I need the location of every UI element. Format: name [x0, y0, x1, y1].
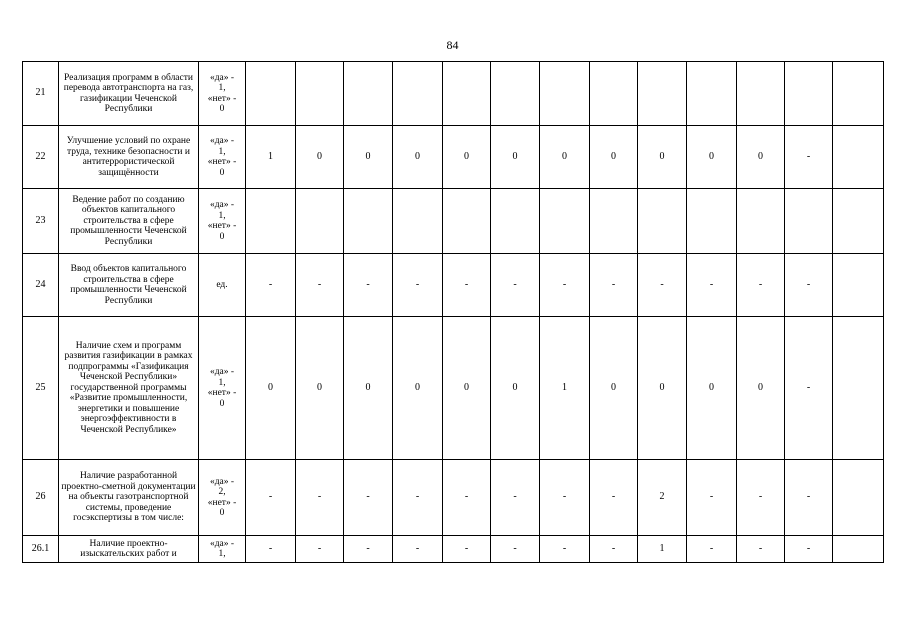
- value-cell: [638, 62, 687, 126]
- value-cell: [737, 62, 785, 126]
- value-cell: [833, 126, 884, 189]
- unit-cell: [199, 189, 246, 254]
- row-number: 24: [23, 254, 59, 317]
- row-number: 23: [23, 189, 59, 254]
- value-cell: -: [785, 126, 833, 189]
- value-cell: -: [590, 536, 638, 563]
- value-cell: [393, 62, 443, 126]
- unit-line: 0: [219, 167, 225, 178]
- row-number: 21: [23, 62, 59, 126]
- unit-cell: [199, 536, 246, 563]
- value-cell: -: [491, 254, 540, 317]
- value-cell: 0: [737, 126, 785, 189]
- value-cell: 0: [638, 317, 687, 460]
- unit-line: «нет» -: [207, 221, 237, 231]
- value-cell: -: [687, 536, 737, 563]
- value-cell: -: [296, 254, 344, 317]
- value-cell: -: [393, 460, 443, 536]
- table-row: [23, 460, 884, 536]
- value-cell: [443, 189, 491, 254]
- value-cell: [344, 189, 393, 254]
- value-cell: [833, 536, 884, 563]
- value-cell: [540, 189, 590, 254]
- value-cell: 0: [393, 317, 443, 460]
- value-cell: 0: [491, 126, 540, 189]
- value-cell: -: [540, 254, 590, 317]
- value-cell: [785, 62, 833, 126]
- value-cell: -: [296, 460, 344, 536]
- value-cell: [296, 189, 344, 254]
- row-number: 26: [23, 460, 59, 536]
- value-cell: [443, 62, 491, 126]
- table-row: [23, 536, 884, 563]
- value-cell: 0: [443, 317, 491, 460]
- indicator-table: [22, 61, 884, 563]
- unit-cell: [199, 62, 246, 126]
- table-row: [23, 189, 884, 254]
- unit-line: «да» -: [209, 538, 235, 549]
- unit-cell: [199, 126, 246, 189]
- value-cell: -: [590, 254, 638, 317]
- value-cell: [833, 254, 884, 317]
- value-cell: 0: [687, 317, 737, 460]
- value-cell: 0: [296, 126, 344, 189]
- unit-cell: [199, 317, 246, 460]
- value-cell: -: [344, 460, 393, 536]
- indicator-name: Ввод объектов капитального строительства в сфере промышленности Чеченской Республики: [59, 254, 199, 317]
- unit-line: «да» -: [209, 136, 235, 146]
- unit-line: 1,: [218, 83, 226, 93]
- unit-line: 0: [219, 231, 225, 242]
- unit-cell: [199, 460, 246, 536]
- value-cell: [246, 62, 296, 126]
- value-cell: 0: [540, 126, 590, 189]
- unit-line: ед.: [216, 279, 228, 290]
- value-cell: 2: [638, 460, 687, 536]
- table-row: [23, 126, 884, 189]
- unit-line: «да» -: [209, 200, 235, 210]
- unit-line: 0: [219, 508, 225, 518]
- value-cell: 0: [491, 317, 540, 460]
- unit-line: 1,: [218, 377, 226, 388]
- value-cell: -: [443, 460, 491, 536]
- indicator-name: Наличие разработанной проектно-сметной документации на объекты газотранспортной системы, проведение госэкспертизы в том числе:: [59, 460, 199, 536]
- indicator-name: Реализация программ в области перевода автотранспорта на газ, газификации Чеченской Республики: [59, 62, 199, 126]
- value-cell: [785, 189, 833, 254]
- value-cell: -: [246, 460, 296, 536]
- value-cell: 0: [344, 317, 393, 460]
- unit-line: 1,: [218, 549, 226, 559]
- value-cell: -: [344, 254, 393, 317]
- unit-line: «да» -: [209, 367, 235, 377]
- unit-line: «нет» -: [207, 497, 237, 508]
- value-cell: -: [443, 536, 491, 563]
- unit-line: «нет» -: [207, 388, 237, 398]
- value-cell: -: [737, 254, 785, 317]
- value-cell: [296, 62, 344, 126]
- row-number: 22: [23, 126, 59, 189]
- value-cell: -: [491, 536, 540, 563]
- unit-line: 1,: [218, 146, 226, 157]
- table-row: [23, 254, 884, 317]
- value-cell: [590, 189, 638, 254]
- value-cell: [833, 62, 884, 126]
- value-cell: -: [443, 254, 491, 317]
- unit-line: 0: [219, 398, 225, 409]
- row-number: 26.1: [23, 536, 59, 563]
- value-cell: [491, 189, 540, 254]
- unit-line: 1,: [218, 210, 226, 221]
- value-cell: [491, 62, 540, 126]
- page-number: 84: [446, 38, 459, 52]
- value-cell: [638, 189, 687, 254]
- indicator-name: Улучшение условий по охране труда, технике безопасности и антитеррористической защищённости: [59, 126, 199, 189]
- value-cell: -: [785, 254, 833, 317]
- value-cell: -: [491, 460, 540, 536]
- value-cell: -: [246, 536, 296, 563]
- value-cell: -: [540, 460, 590, 536]
- value-cell: -: [296, 536, 344, 563]
- value-cell: 0: [393, 126, 443, 189]
- value-cell: 0: [687, 126, 737, 189]
- value-cell: -: [737, 460, 785, 536]
- value-cell: -: [785, 317, 833, 460]
- value-cell: [687, 62, 737, 126]
- unit-line: 2,: [218, 487, 226, 497]
- indicator-name: Ведение работ по созданию объектов капитального строительства в сфере промышленности Чеченской Республики: [59, 189, 199, 254]
- value-cell: -: [785, 460, 833, 536]
- value-cell: -: [344, 536, 393, 563]
- value-cell: 0: [590, 317, 638, 460]
- table-row: [23, 317, 884, 460]
- value-cell: [393, 189, 443, 254]
- unit-cell: [199, 254, 246, 317]
- value-cell: 0: [344, 126, 393, 189]
- value-cell: 1: [540, 317, 590, 460]
- unit-line: «нет» -: [207, 157, 237, 167]
- unit-line: 0: [219, 104, 225, 114]
- value-cell: 1: [246, 126, 296, 189]
- value-cell: [833, 317, 884, 460]
- value-cell: -: [687, 254, 737, 317]
- value-cell: -: [687, 460, 737, 536]
- value-cell: -: [393, 254, 443, 317]
- value-cell: -: [737, 536, 785, 563]
- unit-line: «да» -: [209, 72, 235, 83]
- value-cell: [590, 62, 638, 126]
- value-cell: 1: [638, 536, 687, 563]
- value-cell: 0: [590, 126, 638, 189]
- value-cell: -: [785, 536, 833, 563]
- table-row: [23, 62, 884, 126]
- indicator-name: Наличие схем и программ развития газификации в рамках подпрограммы «Газификация Чеченской Республики» государственной программы «Развитие промышленности, энергетики и повышение энергоэффективности в Чеченской Республике»: [59, 317, 199, 460]
- value-cell: [344, 62, 393, 126]
- value-cell: [540, 62, 590, 126]
- value-cell: -: [246, 254, 296, 317]
- value-cell: -: [540, 536, 590, 563]
- value-cell: [833, 189, 884, 254]
- value-cell: -: [590, 460, 638, 536]
- value-cell: [246, 189, 296, 254]
- value-cell: -: [638, 254, 687, 317]
- value-cell: 0: [246, 317, 296, 460]
- indicator-name: Наличие проектно-изыскательских работ и: [59, 536, 199, 563]
- unit-line: «нет» -: [207, 93, 237, 104]
- value-cell: 0: [737, 317, 785, 460]
- value-cell: [833, 460, 884, 536]
- value-cell: [687, 189, 737, 254]
- value-cell: 0: [443, 126, 491, 189]
- value-cell: -: [393, 536, 443, 563]
- unit-line: «да» -: [209, 476, 235, 487]
- value-cell: 0: [638, 126, 687, 189]
- value-cell: [737, 189, 785, 254]
- row-number: 25: [23, 317, 59, 460]
- value-cell: 0: [296, 317, 344, 460]
